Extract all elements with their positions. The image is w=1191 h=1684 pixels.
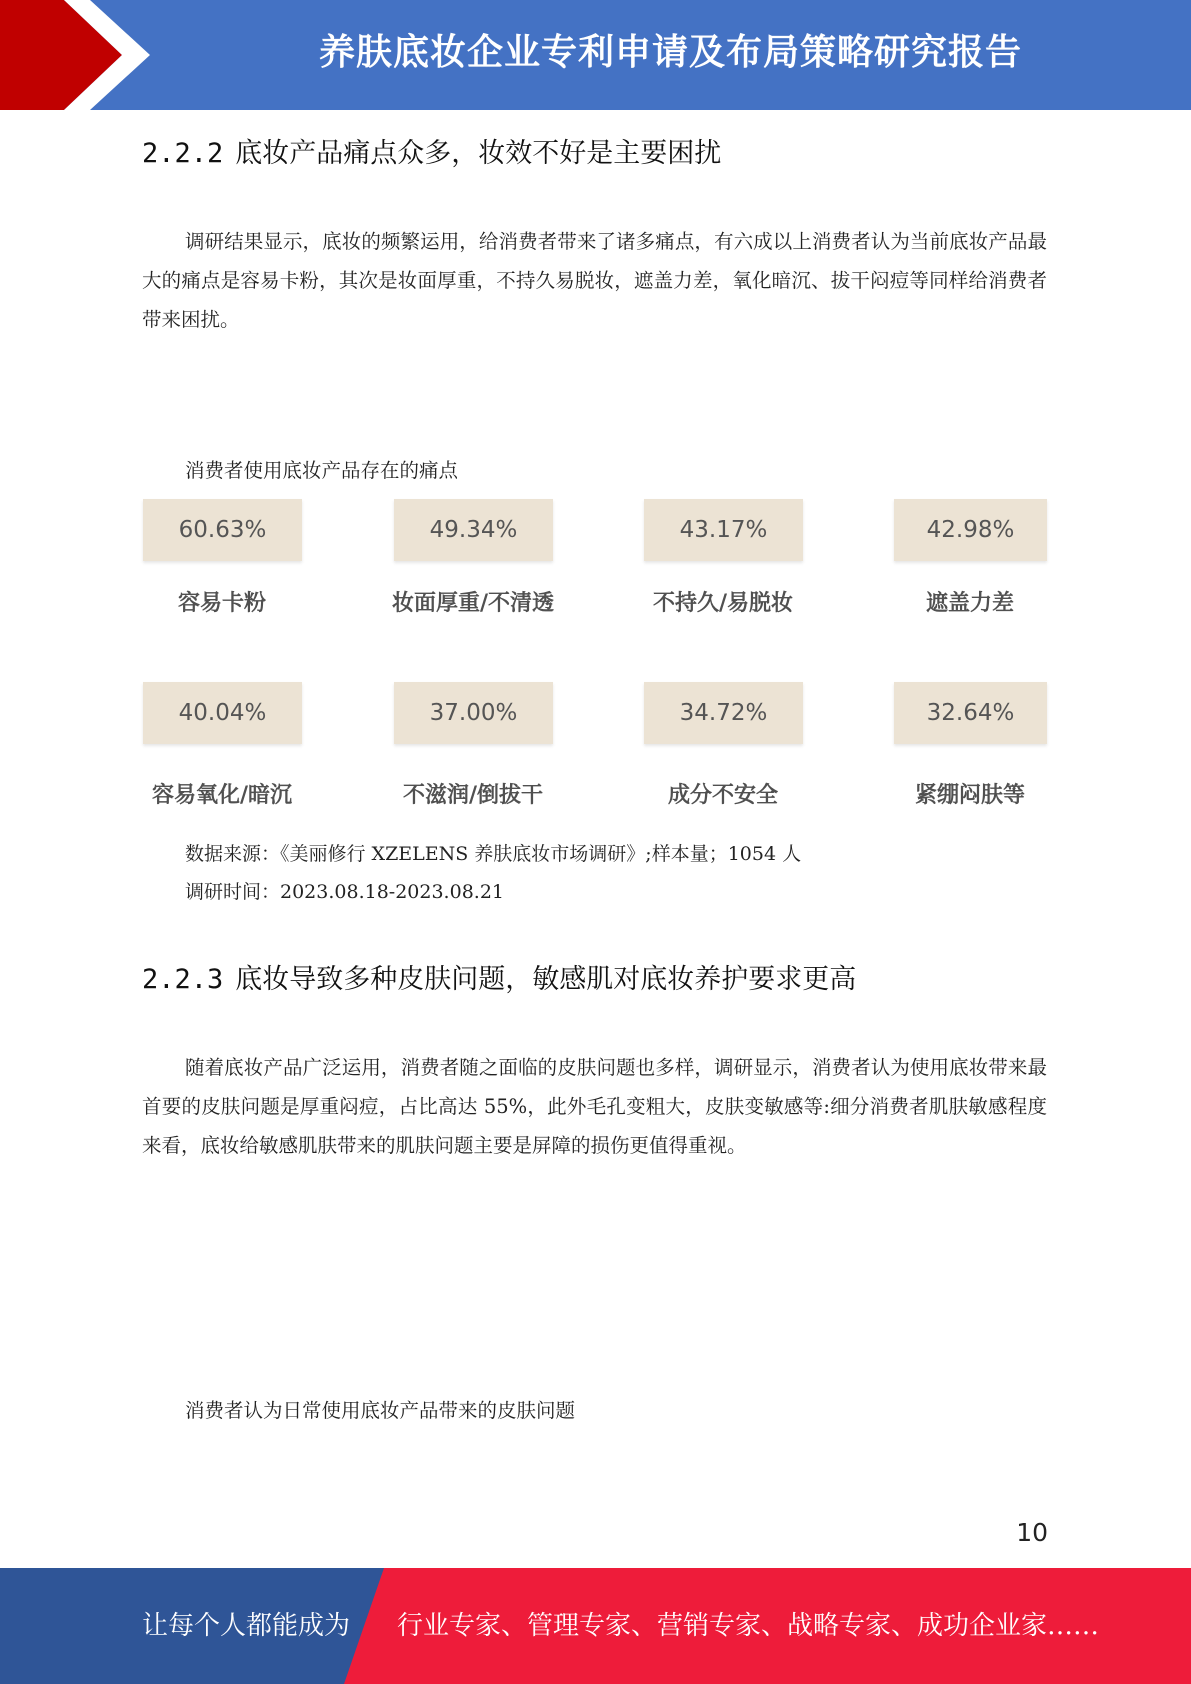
section-number: 2.2.3 [142,964,224,995]
page-footer [0,1568,1191,1684]
section-number: 2.2.2 [142,138,224,169]
section-heading-2-2-2 [142,131,721,170]
stat-value-box: 42.98% [894,499,1047,561]
figure-caption: 消费者认为日常使用底妆产品带来的皮肤问题 [185,1399,576,1422]
stat-label: 成分不安全 [667,783,778,808]
report-title: 养肤底妆企业专利申请及布局策略研究报告 [318,32,1022,73]
data-source-note: 数据来源：《美丽修行 XZELENS 养肤底妆市场调研》;样本量；1054 人 [185,843,802,865]
survey-time-note: 调研时间：2023.08.18-2023.08.21 [185,881,504,903]
footer-slogan-left: 让每个人都能成为 [142,1611,351,1641]
section-title: 底妆产品痛点众多，妆效不好是主要困扰 [235,138,722,169]
figure-caption: 消费者使用底妆产品存在的痛点 [185,459,459,482]
page-header [0,0,1191,110]
stat-value-box: 37.00% [394,682,553,744]
stat-label: 不持久/易脱妆 [652,591,794,616]
section-title: 底妆导致多种皮肤问题，敏感肌对底妆养护要求更高 [235,964,857,995]
stat-label: 容易氧化/暗沉 [151,783,293,808]
stat-value-box: 49.34% [394,499,553,561]
stat-label: 妆面厚重/不清透 [391,591,555,616]
stat-value-box: 34.72% [644,682,803,744]
stat-label: 遮盖力差 [925,591,1014,616]
section-paragraph: 调研结果显示，底妆的频繁运用，给消费者带来了诸多痛点，有六成以上消费者认为当前底妆产品最大的痛点是容易卡粉，其次是妆面厚重，不持久易脱妆，遮盖力差，氧化暗沉、拔干闷痘等同样给消费者带来困扰。 [142,230,1047,331]
footer-slogan-right: 行业专家、管理专家、营销专家、战略专家、成功企业家…… [397,1611,1100,1641]
section-paragraph: 随着底妆产品广泛运用，消费者随之面临的皮肤问题也多样，调研显示，消费者认为使用底妆带来最首要的皮肤问题是厚重闷痘，占比高达 55%，此外毛孔变粗大，皮肤变敏感等:细分消费者肌肤敏感程度来看，底妆给敏感肌肤带来的肌肤问题主要是屏障的损伤更值得重视。 [142,1056,1047,1157]
stat-label: 不滋润/倒拔干 [402,783,544,808]
page-number: 10 [1016,1518,1048,1547]
stat-value-box: 43.17% [644,499,803,561]
stat-value-box: 60.63% [143,499,302,561]
stat-value-box: 40.04% [143,682,302,744]
stat-value-box: 32.64% [894,682,1047,744]
section-heading-2-2-3 [142,957,856,996]
stat-label: 紧绷闷肤等 [914,783,1025,808]
stat-label: 容易卡粉 [177,591,266,616]
